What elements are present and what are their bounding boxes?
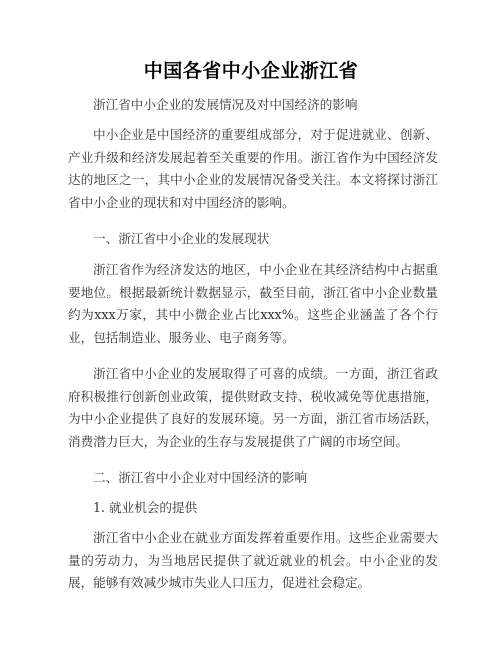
document-title: 中国各省中小企业浙江省 xyxy=(143,60,359,82)
body-paragraph-2: 浙江省中小企业的发展取得了可喜的成绩。一方面，浙江省政府积极推行创新创业政策，提供财政支持、税收减免等优惠措施，为中小企业提供了良好的发展环境。另一方面，浙江省市场活跃，消费潜力巨大，为企业的生存与发展提供了广阔的市场空间。 xyxy=(68,366,438,449)
body-paragraph-3: 浙江省中小企业在就业方面发挥着重要作用。这些企业需要大量的劳动力，为当地居民提供了就近就业的机会。中小企业的发展，能够有效减少城市失业人口压力，促进社会稳定。 xyxy=(68,530,438,590)
intro-paragraph: 中小企业是中国经济的重要组成部分，对于促进就业、创新、产业升级和经济发展起着至关重要的作用。浙江省作为中国经济发达的地区之一，其中小企业的发展情况备受关注。本文将探讨浙江省中小企业的现状和对中国经济的影响。 xyxy=(68,127,438,210)
subsection-heading-1: 1. 就业机会的提供 xyxy=(93,500,198,515)
body-paragraph-1: 浙江省作为经济发达的地区，中小企业在其经济结构中占据重要地位。根据最新统计数据显示，截至目前，浙江省中小企业数量约为xxx万家，其中小微企业占比xxx%。这些企业涵盖了各个行业，包括制造业、服务业、电子商务等。 xyxy=(68,262,438,345)
subtitle-paragraph: 浙江省中小企业的发展情况及对中国经济的影响 xyxy=(93,97,358,112)
section-heading-2: 二、浙江省中小企业对中国经济的影响 xyxy=(93,470,308,485)
section-heading-1: 一、浙江省中小企业的发展现状 xyxy=(93,231,270,246)
